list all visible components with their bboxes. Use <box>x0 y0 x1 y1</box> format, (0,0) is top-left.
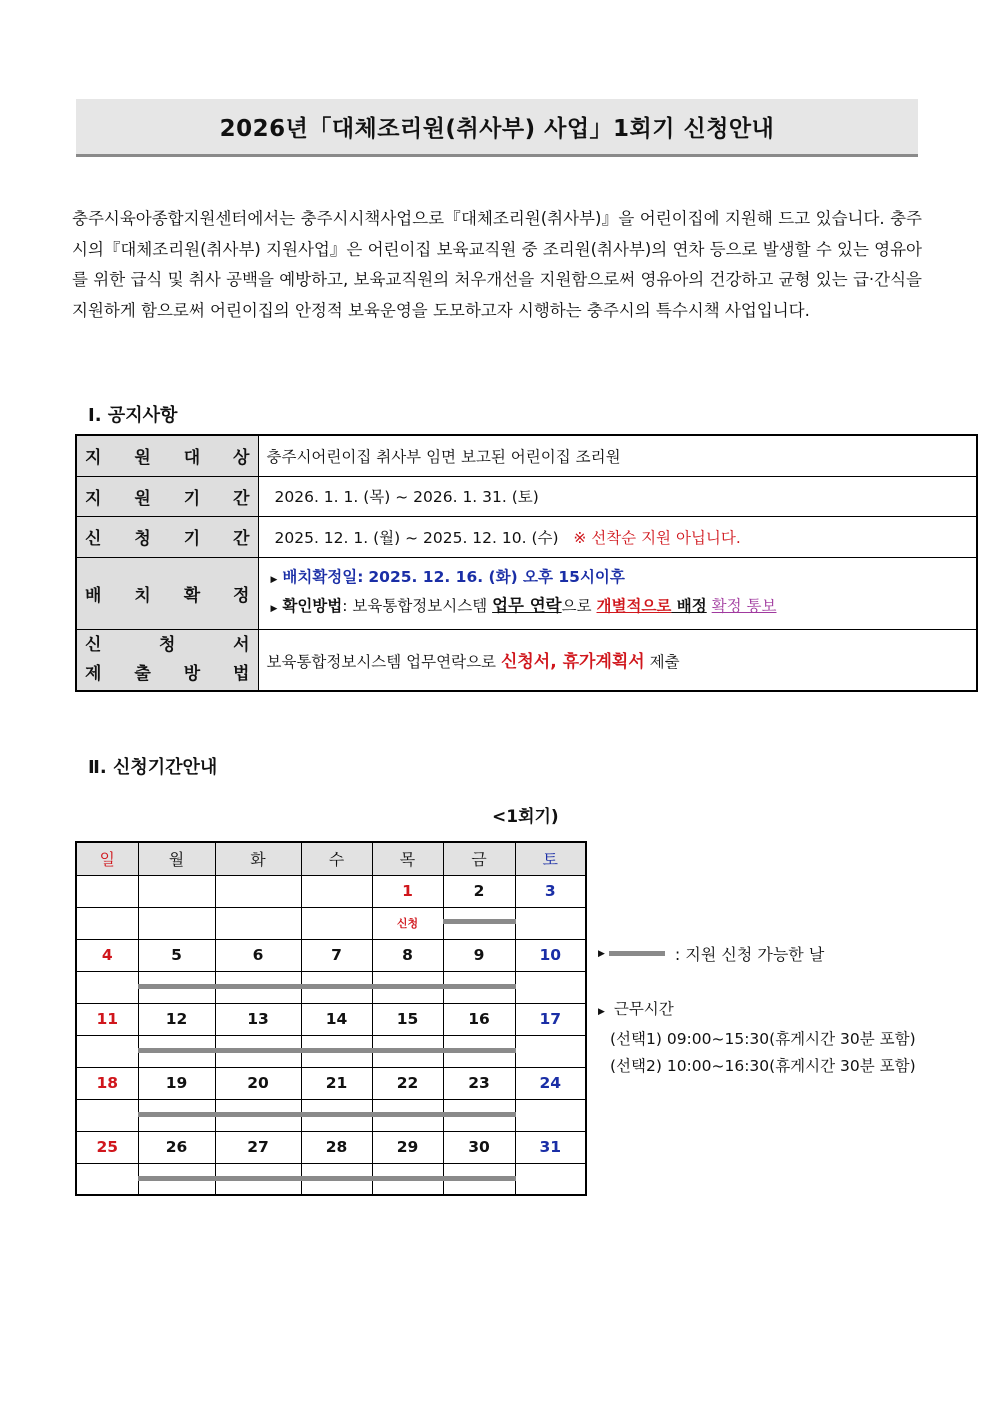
calendar-day: 27 <box>215 1131 301 1163</box>
calendar-day: 15 <box>372 1003 443 1035</box>
week-4-marks <box>76 1099 586 1131</box>
calendar-day: 3 <box>515 875 586 907</box>
calendar-day: 8 <box>372 939 443 971</box>
notice-table <box>75 434 978 692</box>
calendar-day: 25 <box>76 1131 138 1163</box>
calendar-day <box>76 875 138 907</box>
week-5-marks <box>76 1163 586 1195</box>
value-target: 충주시어린이집 취사부 임면 보고된 어린이집 조리원 <box>258 435 977 476</box>
intro-paragraph: 충주시육아종합지원센터에서는 충주시시책사업으로『대체조리원(취사부)』을 어린이집에 지원해 드고 있습니다. 충주시의『대체조리원(취사부) 지원사업』은 어린이집 보육교직원 중 조리원(취사부)의 연차 등으로 발생할 수 있는 영유아를 위한 급식 및 취사 공백을 예방하고, 보육교직원의 처우개선을 지원함으로써 영유아의 건강하고 균형 있는 급·간식을 지원하게 함으로써 어린이집의 안정적 보육운영을 도모하고자 시행하는 충주시의 특수시책 사업입니다. <box>72 209 922 320</box>
calendar-title: <1회기) <box>492 807 559 827</box>
apply-bar <box>138 1048 216 1053</box>
hours-option-2: (선택2) 10:00~16:30(휴게시간 30분 포함) <box>610 1057 916 1075</box>
section2-heading: Ⅱ. 신청기간안내 <box>88 757 218 778</box>
value-apply: 2025. 12. 1. (월) ~ 2025. 12. 10. (수) ※ 선착순 지원 아닙니다. <box>258 516 977 557</box>
apply-bar <box>443 984 516 989</box>
weekday-wed: 수 <box>301 842 372 875</box>
apply-bar <box>443 1112 516 1117</box>
calendar-day <box>138 875 215 907</box>
calendar-day: 6 <box>215 939 301 971</box>
row-confirm <box>76 557 977 629</box>
calendar-day: 17 <box>515 1003 586 1035</box>
calendar-legend <box>598 942 824 965</box>
first-come-note: ※ 선착순 지원 아닙니다. <box>573 528 741 547</box>
calendar-day: 18 <box>76 1067 138 1099</box>
weekday-thu: 목 <box>372 842 443 875</box>
week-2-dates <box>76 939 586 971</box>
apply-bar <box>301 1112 373 1117</box>
apply-bar <box>215 1048 302 1053</box>
week-2-marks <box>76 971 586 1003</box>
apply-bar <box>443 1176 516 1181</box>
apply-bar <box>301 1048 373 1053</box>
calendar-day: 10 <box>515 939 586 971</box>
apply-bar <box>443 1048 516 1053</box>
triangle-bullet-icon: ▶ <box>598 948 605 959</box>
calendar-day: 22 <box>372 1067 443 1099</box>
triangle-bullet-icon: ▶ <box>598 1007 605 1017</box>
apply-bar <box>138 984 216 989</box>
calendar-day: 29 <box>372 1131 443 1163</box>
calendar-day <box>301 875 372 907</box>
section1-heading: Ⅰ. 공지사항 <box>88 405 178 426</box>
hours-title: 근무시간 <box>613 1000 674 1018</box>
apply-bar <box>372 984 444 989</box>
row-period <box>76 476 977 516</box>
calendar-day <box>215 875 301 907</box>
calendar-day: 30 <box>443 1131 515 1163</box>
calendar-day: 26 <box>138 1131 215 1163</box>
calendar <box>75 841 587 1196</box>
calendar-day: 1 <box>372 875 443 907</box>
label-confirm: 배 치 확 정 <box>76 557 258 629</box>
hours-option-1: (선택1) 09:00~15:30(휴게시간 30분 포함) <box>610 1030 916 1048</box>
calendar-day: 4 <box>76 939 138 971</box>
week-1-dates <box>76 875 586 907</box>
calendar-day: 2 <box>443 875 515 907</box>
calendar-day: 28 <box>301 1131 372 1163</box>
calendar-day: 24 <box>515 1067 586 1099</box>
calendar-day: 7 <box>301 939 372 971</box>
week-4-dates <box>76 1067 586 1099</box>
weekday-fri: 금 <box>443 842 515 875</box>
calendar-day: 21 <box>301 1067 372 1099</box>
apply-bar <box>138 1176 216 1181</box>
apply-bar <box>443 919 516 924</box>
apply-bar <box>372 1112 444 1117</box>
apply-bar <box>138 1112 216 1117</box>
apply-bar <box>215 1112 302 1117</box>
calendar-day: 9 <box>443 939 515 971</box>
week-3-marks <box>76 1035 586 1067</box>
legend-text: : 지원 신청 가능한 날 <box>674 945 825 964</box>
apply-bar <box>372 1176 444 1181</box>
calendar-day: 14 <box>301 1003 372 1035</box>
row-apply <box>76 516 977 557</box>
apply-bar <box>372 1048 444 1053</box>
confirm-method-line: ▶ 확인방법: 보육통합정보시스템 업무 연락으로 개별적으로 배정 확정 통보 <box>270 595 777 615</box>
calendar-day: 23 <box>443 1067 515 1099</box>
calendar-day: 19 <box>138 1067 215 1099</box>
calendar-day: 16 <box>443 1003 515 1035</box>
week-5-dates <box>76 1131 586 1163</box>
calendar-day: 31 <box>515 1131 586 1163</box>
value-submit: 보육통합정보시스템 업무연락으로 신청서, 휴가계획서 제출 <box>258 629 977 691</box>
apply-bar <box>301 984 373 989</box>
calendar-day: 13 <box>215 1003 301 1035</box>
label-target: 지 원 대 상 <box>76 435 258 476</box>
apply-bar <box>301 1176 373 1181</box>
apply-bar <box>215 1176 302 1181</box>
weekday-sat: 토 <box>515 842 586 875</box>
value-confirm <box>258 557 977 629</box>
label-apply: 신 청 기 간 <box>76 516 258 557</box>
value-period: 2026. 1. 1. (목) ~ 2026. 1. 31. (토) <box>258 476 977 516</box>
weekday-sun: 일 <box>76 842 138 875</box>
row-target <box>76 435 977 476</box>
apply-mark: 신청 <box>372 907 443 939</box>
calendar-day: 12 <box>138 1003 215 1035</box>
apply-bar <box>215 984 302 989</box>
working-hours <box>598 996 916 1080</box>
legend-bar <box>609 951 665 956</box>
page-title: 2026년「대체조리원(취사부) 사업」1회기 신청안내 <box>76 99 918 157</box>
label-submit: 신 청 서 제 출 방 법 <box>76 629 258 691</box>
calendar-header <box>76 842 586 875</box>
confirm-date-line: ▶ 배치확정일: 2025. 12. 16. (화) 오후 15시이후 <box>270 567 625 586</box>
week-1-marks <box>76 907 586 939</box>
calendar-day: 11 <box>76 1003 138 1035</box>
week-3-dates <box>76 1003 586 1035</box>
weekday-mon: 월 <box>138 842 215 875</box>
weekday-tue: 화 <box>215 842 301 875</box>
calendar-day: 20 <box>215 1067 301 1099</box>
row-submit <box>76 629 977 691</box>
label-period: 지 원 기 간 <box>76 476 258 516</box>
calendar-day: 5 <box>138 939 215 971</box>
